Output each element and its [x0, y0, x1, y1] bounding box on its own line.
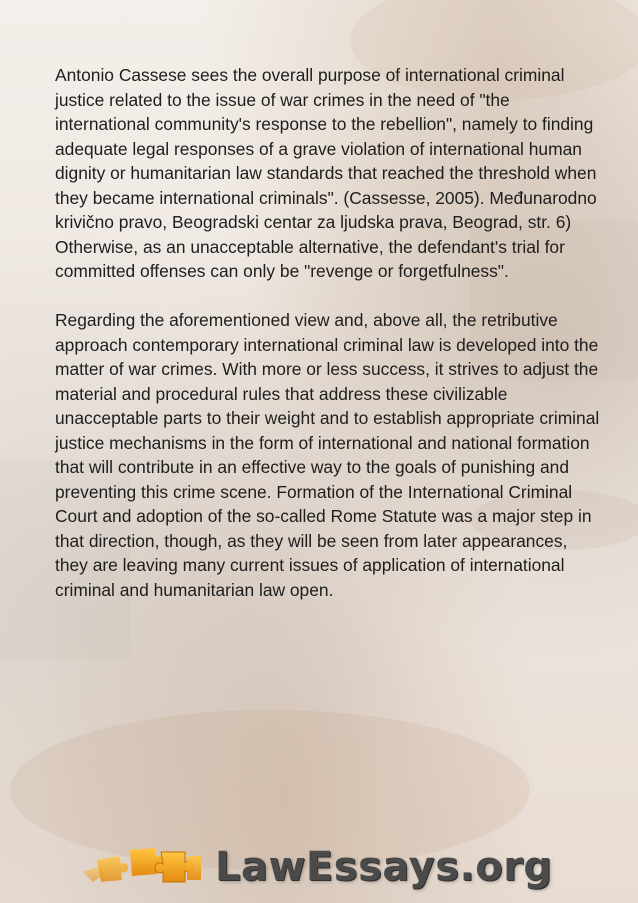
logo-text: LawEssays.org [215, 844, 553, 890]
site-logo[interactable] [75, 842, 553, 892]
paragraph-1: Antonio Cassese sees the overall purpose of international criminal justice related to the issue of war crimes in the need of "the international community's response to the rebellion", namely to finding adequate legal responses of a grave violation of international human dignity or humanitarian law standards that reached the threshold when they became international criminals". (Cassesse, 2005). Međunarodno krivično pravo, Beogradski centar za ljudska prava, Beograd, str. 6) Otherwise, as an unacceptable alternative, the defendant's trial for committed offenses can only be "revenge or forgetfulness". [55, 65, 597, 281]
document-body [55, 63, 600, 602]
paragraph-2: Regarding the aforementioned view and, above all, the retributive approach contemporary international criminal law is developed into the matter of war crimes. With more or less success, it strives to adjust the material and procedural rules that address these civilizable unacceptable parts to their weight and to establish appropriate criminal justice mechanisms in the form of international and national formation that will contribute in an effective way to the goals of punishing and preventing this crime scene. Formation of the International Criminal Court and adoption of the so-called Rome Statute was a major step in that direction, though, as they will be seen from later appearances, they are leaving many current issues of application of international criminal and humanitarian law open. [55, 310, 600, 600]
puzzle-pieces-icon [75, 842, 210, 892]
